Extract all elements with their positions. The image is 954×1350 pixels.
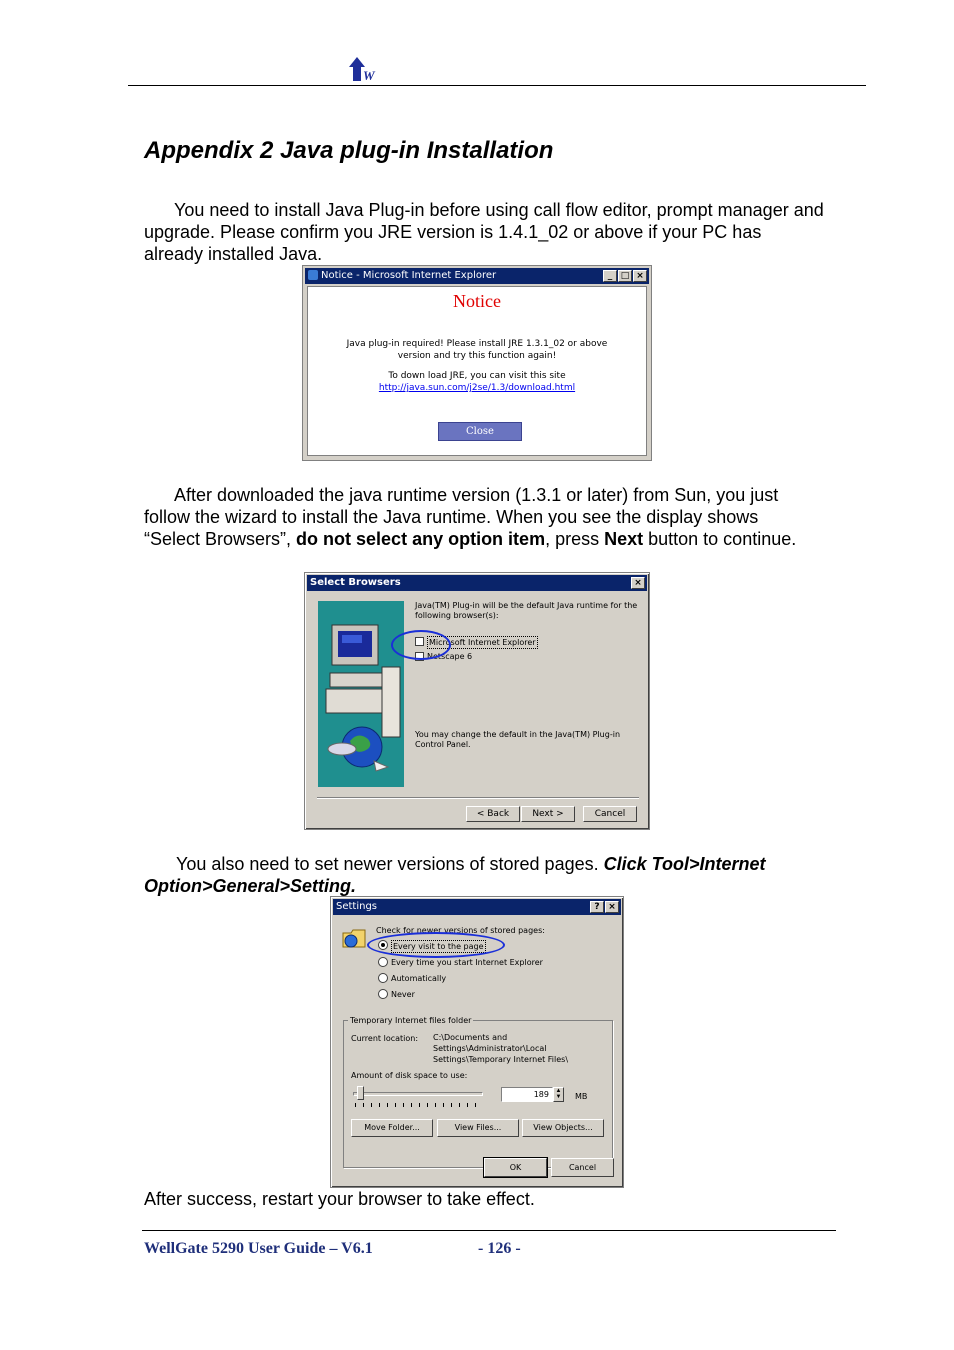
maximize-icon[interactable]: □ bbox=[618, 270, 632, 282]
settings-window-controls bbox=[590, 901, 619, 913]
minimize-icon[interactable]: _ bbox=[603, 270, 617, 282]
notice-line1: Java plug-in required! Please install JRE 1.3.1_02 or above bbox=[346, 339, 608, 349]
header-rule bbox=[128, 85, 866, 86]
close-icon[interactable]: × bbox=[605, 901, 619, 913]
radio-every-visit-label: Every visit to the page bbox=[393, 942, 484, 951]
jre-download-link[interactable]: http://java.sun.com/j2se/1.3/download.html bbox=[378, 383, 576, 393]
radio-every-start-label: Every time you start Internet Explorer bbox=[391, 958, 543, 967]
disk-space-slider-track[interactable] bbox=[353, 1092, 483, 1096]
move-folder-button[interactable]: Move Folder... bbox=[351, 1119, 433, 1137]
help-icon[interactable]: ? bbox=[590, 901, 604, 913]
wizard-bold2: Next bbox=[604, 529, 644, 549]
notice-content bbox=[307, 286, 647, 456]
settings-path: Click Tool>Internet Option>General>Setting. bbox=[144, 854, 766, 896]
current-location-label: Current location: bbox=[351, 1034, 419, 1043]
ie-icon bbox=[308, 270, 318, 280]
spin-down-icon[interactable]: ▼ bbox=[555, 1094, 562, 1100]
radio-never-label: Never bbox=[391, 990, 415, 999]
select-browsers-separator bbox=[317, 797, 639, 799]
select-browsers-window-controls bbox=[631, 577, 645, 589]
computer-globe-illustration-icon bbox=[318, 601, 404, 787]
settings-paragraph bbox=[144, 853, 824, 897]
highlight-ellipse bbox=[391, 630, 451, 660]
spin-up-icon[interactable]: ▲ bbox=[555, 1088, 562, 1094]
next-button[interactable]: Next > bbox=[521, 806, 575, 822]
radio-never[interactable] bbox=[378, 989, 388, 999]
disk-space-spinner[interactable] bbox=[553, 1087, 564, 1102]
cancel-button[interactable]: Cancel bbox=[583, 806, 637, 822]
settings-title-bar bbox=[333, 899, 621, 915]
footer-title: WellGate 5290 User Guide – V6.1 bbox=[144, 1240, 373, 1257]
view-files-button[interactable]: View Files... bbox=[437, 1119, 519, 1137]
notice-close-button[interactable]: Close bbox=[438, 422, 522, 441]
select-browsers-footer-note: You may change the default in the Java(TM) Plug-in Control Panel. bbox=[415, 730, 621, 749]
footer-rule bbox=[142, 1230, 836, 1231]
select-browsers-dialog bbox=[304, 572, 650, 830]
disk-space-label: Amount of disk space to use: bbox=[351, 1071, 468, 1080]
settings-text: You also need to set newer versions of stored pages. bbox=[176, 854, 604, 874]
radio-automatically-label: Automatically bbox=[391, 974, 447, 983]
netscape-option-label: Netscape 6 bbox=[427, 652, 473, 661]
close-icon[interactable]: × bbox=[631, 577, 645, 589]
ie-option-label: Microsoft Internet Explorer bbox=[429, 638, 536, 647]
view-objects-button[interactable]: View Objects... bbox=[522, 1119, 604, 1137]
wizard-text2: , press bbox=[545, 529, 605, 549]
notice-window-controls bbox=[603, 270, 647, 282]
disk-space-unit: MB bbox=[575, 1092, 588, 1101]
disk-space-slider-ticks bbox=[355, 1103, 483, 1107]
settings-cancel-button[interactable]: Cancel bbox=[551, 1158, 614, 1177]
highlight-ellipse bbox=[367, 932, 505, 958]
temp-files-group-label: Temporary Internet files folder bbox=[350, 1016, 472, 1025]
select-browsers-title-bar bbox=[307, 575, 647, 591]
svg-text:W: W bbox=[363, 68, 375, 83]
folder-globe-icon bbox=[341, 925, 367, 949]
ok-button[interactable]: OK bbox=[484, 1158, 547, 1177]
header-logo bbox=[348, 55, 378, 83]
intro-text: You need to install Java Plug-in before using call flow editor, prompt manager and upgrade. Please confirm you JRE version is 1.4.1_02 or above if your PC has already installed Java. bbox=[144, 200, 824, 264]
close-icon[interactable]: × bbox=[633, 270, 647, 282]
footer-page-number: - 126 - bbox=[478, 1240, 521, 1257]
wizard-paragraph bbox=[144, 484, 814, 550]
wizard-text1: After downloaded the java runtime version (1.3.1 or later) from Sun, you just follow the wizard to install the Java runtime. When you see the display shows “Select Browsers”, bbox=[144, 485, 779, 549]
current-location-value2: Settings\Administrator\Local bbox=[433, 1044, 547, 1053]
wizard-bold1: do not select any option item bbox=[296, 529, 546, 549]
check-versions-label: Check for newer versions of stored pages: bbox=[376, 926, 545, 935]
wellgate-arrow-logo-icon bbox=[348, 55, 378, 83]
notice-dialog bbox=[302, 265, 652, 461]
current-location-value1: C:\Documents and bbox=[433, 1033, 508, 1042]
disk-space-slider-thumb[interactable] bbox=[357, 1086, 364, 1100]
wizard-text3: button to continue. bbox=[643, 529, 797, 549]
settings-title-text: Settings bbox=[336, 901, 378, 912]
notice-line2: version and try this function again! bbox=[397, 351, 557, 361]
disk-space-value: 189 bbox=[533, 1090, 549, 1099]
settings-dialog bbox=[330, 896, 624, 1188]
back-button[interactable]: < Back bbox=[466, 806, 520, 822]
notice-title-bar bbox=[305, 268, 649, 284]
select-browsers-title-text: Select Browsers bbox=[310, 577, 401, 588]
disk-space-input[interactable] bbox=[501, 1087, 553, 1102]
wizard-side-graphic bbox=[318, 601, 404, 787]
notice-heading: Notice bbox=[453, 291, 501, 311]
intro-paragraph bbox=[144, 199, 824, 265]
select-browsers-intro: Java(TM) Plug-in will be the default Java runtime for the following browser(s): bbox=[415, 601, 638, 620]
current-location-value3: Settings\Temporary Internet Files\ bbox=[433, 1055, 569, 1064]
closing-paragraph: After success, restart your browser to take effect. bbox=[144, 1189, 535, 1209]
page-title: Appendix 2 Java plug-in Installation bbox=[144, 137, 554, 164]
notice-title-text: Notice - Microsoft Internet Explorer bbox=[321, 270, 497, 281]
notice-line3: To down load JRE, you can visit this site bbox=[388, 371, 566, 381]
radio-automatically[interactable] bbox=[378, 973, 388, 983]
radio-every-start[interactable] bbox=[378, 957, 388, 967]
